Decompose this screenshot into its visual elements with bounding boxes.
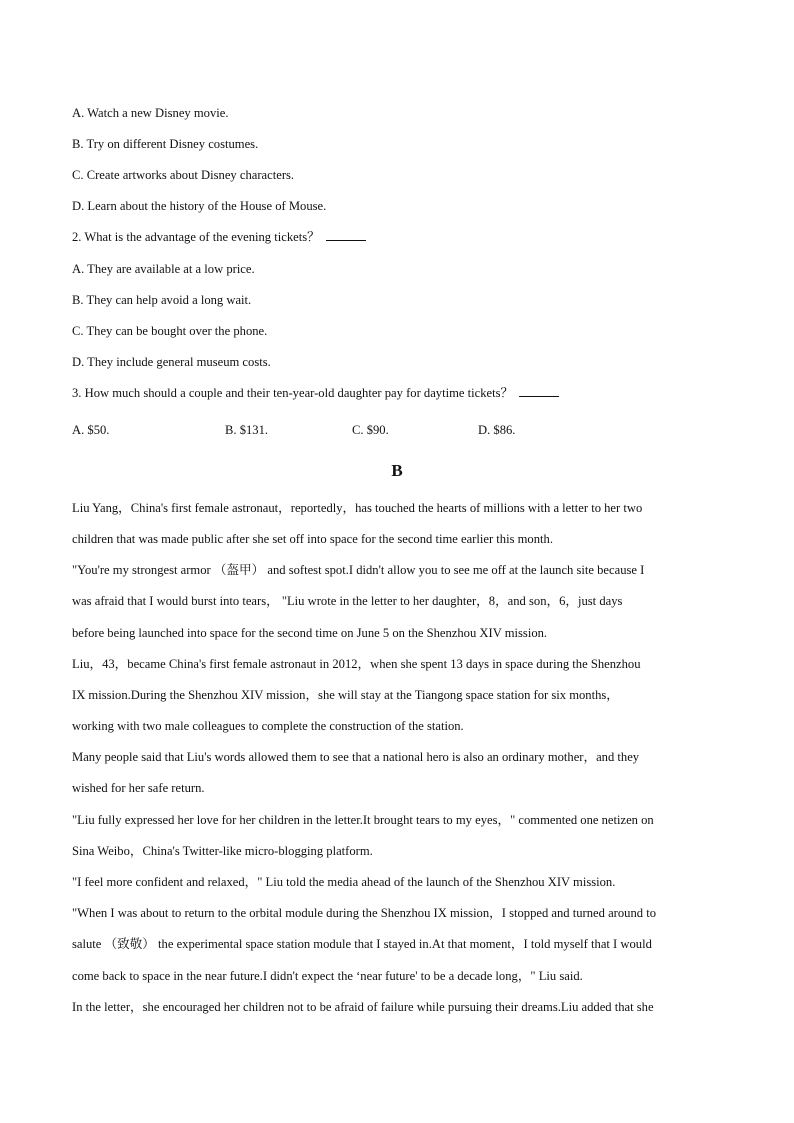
q1-option-b: B. Try on different Disney costumes. (72, 137, 259, 151)
q3-option-d: D. $86. (478, 423, 516, 437)
passage-line-8: working with two male colleagues to complete the construction of the station. (72, 719, 464, 733)
q3-question (72, 385, 559, 401)
passage-line-15: salute （致敬） the experimental space station module that I stayed in.At that moment，I told myself that I would (72, 937, 652, 951)
q2-question-text: 2. What is the advantage of the evening tickets？ (72, 230, 320, 244)
section-b-title: B (391, 461, 403, 480)
passage-line-12: Sina Weibo，China's Twitter-like micro-blogging platform. (72, 844, 373, 858)
q1-option-a: A. Watch a new Disney movie. (72, 106, 229, 120)
q2-option-c: C. They can be bought over the phone. (72, 324, 268, 338)
passage-line-9: Many people said that Liu's words allowed them to see that a national hero is also an ordinary mother，and they (72, 750, 640, 764)
q2-option-d: D. They include general museum costs. (72, 355, 271, 369)
passage-line-17: In the letter，she encouraged her children not to be afraid of failure while pursuing their dreams.Liu added that she (72, 1000, 654, 1014)
passage-line-10: wished for her safe return. (72, 781, 205, 795)
passage-line-13: "I feel more confident and relaxed，" Liu told the media ahead of the launch of the Shenzhou XIV mission. (72, 875, 616, 889)
q3-option-c: C. $90. (352, 423, 389, 437)
passage-line-3: "You're my strongest armor （盔甲） and softest spot.I didn't allow you to see me off at the launch site because I (72, 563, 645, 577)
q3-answer-blank (519, 385, 559, 397)
q2-option-a: A. They are available at a low price. (72, 262, 255, 276)
passage-line-14: "When I was about to return to the orbital module during the Shenzhou IX mission，I stopped and turned around to (72, 906, 656, 920)
passage-line-16: come back to space in the near future.I didn't expect the ‘near future' to be a decade long，" Liu said. (72, 969, 583, 983)
passage-line-7: IX mission.During the Shenzhou XIV mission，she will stay at the Tiangong space station for six months， (72, 688, 619, 702)
passage-line-1: Liu Yang，China's first female astronaut，reportedly，has touched the hearts of millions with a letter to her two (72, 501, 643, 515)
q2-question (72, 229, 366, 245)
passage-line-6: Liu，43，became China's first female astronaut in 2012，when she spent 13 days in space during the Shenzhou (72, 657, 641, 671)
passage-line-2: children that was made public after she set off into space for the second time earlier this month. (72, 532, 553, 546)
passage-line-4: was afraid that I would burst into tears， "Liu wrote in the letter to her daughter，8，and son，6，just days (72, 594, 623, 608)
q2-option-b: B. They can help avoid a long wait. (72, 293, 252, 307)
q2-answer-blank (326, 229, 366, 241)
q3-option-a: A. $50. (72, 423, 110, 437)
passage-line-5: before being launched into space for the second time on June 5 on the Shenzhou XIV mission. (72, 626, 548, 640)
q3-question-text: 3. How much should a couple and their ten-year-old daughter pay for daytime tickets？ (72, 386, 514, 400)
passage-line-11: "Liu fully expressed her love for her children in the letter.It brought tears to my eyes，" commented one netizen on (72, 813, 654, 827)
q3-option-b: B. $131. (225, 423, 269, 437)
q1-option-d: D. Learn about the history of the House of Mouse. (72, 199, 327, 213)
q1-option-c: C. Create artworks about Disney characters. (72, 168, 295, 182)
